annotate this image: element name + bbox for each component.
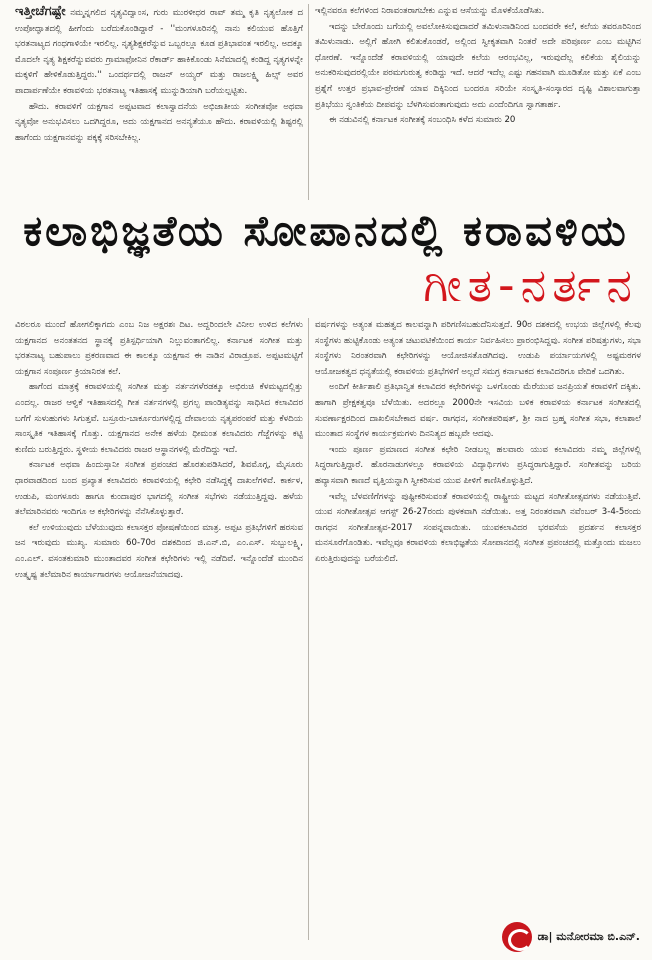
bottom-right-para-3: ಇಂದು ಪೂರ್ಣ ಪ್ರಮಾಣದ ಸಂಗೀತ ಕಛೇರಿ ನೀಡಬಲ್ಲ ಹಲವಾರು ಯುವ ಕಲಾವಿದರು ನಮ್ಮ ಜಿಲ್ಲೆಗಳಲ್ಲಿ ಸಿದ್ಧರಾಗುತ್ತಿದ್ದಾರೆ. ಹೊರನಾಡುಗಳಲ್ಲೂ ಕರಾವಳಿಯ ವಿದ್ಯಾರ್ಥಿಗಳು ಪ್ರಸಿದ್ಧರಾಗುತ್ತಿದ್ದಾರೆ. ಸಂಗೀತವನ್ನು ಬರಿಯ ಹವ್ಯಾಸವಾಗಿ ಕಾಣದೆ ವೃತ್ತಿಯನ್ನಾಗಿ ಸ್ವೀಕರಿಸುವ ಯುವ ಪೀಳಿಗೆ ಕಾಣಿಸಿಕೊಳ್ಳುತ್ತಿದೆ. <box>315 444 641 486</box>
bottom-right-para-4: ಇವೆಲ್ಲ ಬೆಳವಣಿಗೆಗಳನ್ನು ಪುಷ್ಟೀಕರಿಸುವಂತೆ ಕರಾವಳಿಯಲ್ಲಿ ರಾಷ್ಟ್ರೀಯ ಮಟ್ಟದ ಸಂಗೀತೋತ್ಸವಗಳು ನಡೆಯುತ್ತಿವೆ. ಯುವ ಸಂಗೀತೋತ್ಸವ ಆಗಸ್ಟ್ 26-27ರಂದು ಪುಳಕವಾಗಿ ನಡೆಯಿತು. ಅತ್ತ ನಿರಂತರವಾಗಿ ನವೆಂಬರ್ 3-4-5ರಂದು ರಾಗಧನ ಸಂಗೀತೋತ್ಸವ-2017 ಸಂಪನ್ನವಾಯಿತು. ಯುವಕಲಾವಿದರ ಭರವಸೆಯ ಪ್ರದರ್ಶನ ಕಲಾಸಕ್ತರ ಮನಸೂರೆಗೊಂಡಿತು. ಇವೆಲ್ಲವೂ ಕರಾವಳಿಯ ಕಲಾಭಿಜ್ಞತೆಯ ಸೋಪಾನದಲ್ಲಿ ಸಂಗೀತ ಪ್ರಪಂಚದಲ್ಲಿ ಮತ್ತೊಂದು ಮಜಲು ಏರುತ್ತಿರುವುದನ್ನು ಬರೆಯಲಿದೆ. <box>315 491 641 564</box>
publication-logo-icon <box>502 922 532 952</box>
headline-line-2: ಗೀತ-ನರ್ತನ <box>423 258 638 312</box>
bottom-column-divider <box>308 318 309 940</box>
bottom-left-para-4: ಕಲೆ ಉಳಿಯುವುದು ಬೆಳೆಯುವುದು ಕಲಾಸಕ್ತರ ಪೋಷಣೆಯಿಂದ ಮಾತ್ರ. ಅಪ್ಪಟ ಪ್ರತಿಭೆಗಳಿಗೆ ಹರಸುವ ಜನ ಇರುವುದು ಮುಖ್ಯ. ಸುಮಾರು 60-70ರ ದಶಕದಿಂದ ಜಿ.ಎನ್.ಬಿ, ಎಂ.ಎಸ್. ಸುಬ್ಬುಲಕ್ಷ್ಮಿ, ಎಂ.ಎಲ್. ವಸಂತಕುಮಾರಿ ಮುಂತಾದವರ ಸಂಗೀತ ಕಛೇರಿಗಳು ಇಲ್ಲಿ ನಡೆದಿವೆ. ಇನ್ನೊಂದೆಡೆ ಮುಂದಿನ ಉತ್ಕೃಷ್ಟ ತಲೆಮಾರಿನ ಕಾರ್ಯಾಗಾರಗಳು ಆಯೋಜನೆಯಾದವು. <box>15 522 303 580</box>
bottom-left-para-3: ಕರ್ನಾಟಕ ಅಥವಾ ಹಿಂದುಸ್ತಾನೀ ಸಂಗೀತ ಪ್ರಪಂಚದ ಹೊರತುಪಡಿಸಿದರೆ, ಶಿವಮೊಗ್ಗ, ಮೈಸೂರು ಧಾರವಾಡದಿಂದ ಬಂದ ಪ್ರಖ್ಯಾತ ಕಲಾವಿದರು ಕರಾವಳಿಯಲ್ಲಿ ಕಛೇರಿ ನಡೆಸಿದ್ದಕ್ಕೆ ದಾಖಲೆಗಳಿವೆ. ಕಾರ್ಕಳ, ಉಡುಪಿ, ಮಂಗಳೂರು ಹಾಗೂ ಕುಂದಾಪುರ ಭಾಗದಲ್ಲಿ ಸಂಗೀತ ಸಭೆಗಳು ನಡೆಯುತ್ತಿದ್ದವು. ಹಳೆಯ ತಲೆಮಾರಿನವರು ಇಂದಿಗೂ ಆ ಕಛೇರಿಗಳನ್ನು ನೆನೆಸಿಕೊಳ್ಳುತ್ತಾರೆ. <box>15 460 303 518</box>
bottom-right-para-2: ಅಂದಿಗೆ ಕೀರ್ತಿಶಾಲಿ ಪ್ರತಿಭಾನ್ವಿತ ಕಲಾವಿದರ ಕಛೇರಿಗಳನ್ನು ಒಳಗೊಂಡು ಮೆರೆಯುವ ಜನಪ್ರಿಯತೆ ಕರಾವಳಿಗೆ ದಕ್ಕಿತು. ಹಾಗಾಗಿ ಪ್ರೇಕ್ಷಕತ್ವವೂ ಬೆಳೆಯಿತು. ಅದರಲ್ಲೂ 2000ನೇ ಇಸವಿಯ ಬಳಿಕ ಕರಾವಳಿಯ ಕರ್ನಾಟಕ ಸಂಗೀತದಲ್ಲಿ ಸುವರ್ಣಾಕ್ಷರದಿಂದ ದಾಖಲಿಸಬೇಕಾದ ವರ್ಷ. ರಾಗಧನ, ಸಂಗೀತಪರಿಷತ್, ಶ್ರೀ ನಾದ ಬ್ರಹ್ಮ ಸಂಗೀತ ಸಭಾ, ಕಲಾಶಾಲೆ ಮುಂತಾದ ಸಂಸ್ಥೆಗಳ ಕಾರ್ಯಕ್ರಮಗಳು ದಿನನಿತ್ಯದ ಹಬ್ಬವೇ ಆದವು. <box>315 382 641 440</box>
top-left-para-2: ಹೌದು. ಕರಾವಳಿಗೆ ಯಕ್ಷಗಾನ ಅಪ್ಪಟವಾದ ಕಲಾಸ್ವಾದನೆಯ ಅಭಿಜಾತೀಯ ಸಂಗೀತವೋ ಅಥವಾ ನೃತ್ಯವೋ ಅನುಭವಿಸಲು ಒದಗಿದ್ದರೂ, ಅದು ಯಕ್ಷಗಾನದ ಅನನ್ಯತೆಯೂ ಹೌದು. ಕರಾವಳಿಯಲ್ಲಿ ಶಿಷ್ಟರಲ್ಲಿ ಹಾಗೆಂದು ಯಕ್ಷಗಾನವನ್ನು ಪಕ್ಕಕ್ಕೆ ಸರಿಸಬೇಕಿಲ್ಲ. <box>15 101 303 143</box>
top-right-para-2: ಇದನ್ನು ಬೇರೊಂದು ಬಗೆಯಲ್ಲಿ ಅವಲೋಕಿಸುವುದಾದರೆ ತಮಿಳುನಾಡಿನಿಂದ ಬಂದವರೇ ಕಲೆ, ಕಲೆಯ ತವರೂರಿನಿಂದ ತಮಿಳುನಾಡು. ಅಲ್ಲಿಗೆ ಹೋಗಿ ಕಲಿತುಕೊಂಡರೆ, ಅಲ್ಲಿಂದ ಸ್ವೀಕೃತವಾಗಿ ನಿಂತರೆ ಅದೇ ಪರಿಪೂರ್ಣ ಎಂಬ ಮಟ್ಟಿಗಿನ ಧೋರಣೆ. ಇನ್ನೊಂದೆಡೆ ಕರಾವಳಿಯಲ್ಲಿ ಯಾವುದೇ ಕಲೆಯ ಆರಂಭವಿಲ್ಲ, ಇರುವುದೆಲ್ಲ ಕಲಿಕೆಯ ಶೈಲಿಯನ್ನು ಅನುಕರಿಸುವುದರಲ್ಲಿಯೇ ಪರಮಗುರುತ್ವ ಕಂಡಿದ್ದು ಇದೆ. ಆದರೆ ಇದೆಲ್ಲ ಎಷ್ಟು ಗಹನವಾಗಿ ಮೂಡಿತೋ ಮತ್ತು ಏಕೆ ಎಂಬ ಪ್ರಶ್ನೆಗೆ ಉತ್ತರ ಪ್ರಭಾವ-ಪ್ರೇರಣೆ ಯಾವ ದಿಕ್ಕಿನಿಂದ ಬಂದರೂ ಸರಿಯೇ ಸಂಸ್ಕೃತಿ-ಸಂಸ್ಕಾರದ ದೃಷ್ಟಿ ವಿಶಾಲವಾಗುತ್ತಾ ಪ್ರತಿಭೆಯು ಸ್ವಂತಿಕೆಯ ದೀಪವನ್ನು ಬೆಳಗಿಸುವಂತಾಗುವುದು ಅದು ಎಂದೆಂದಿಗೂ ಸ್ವಾಗತಾರ್ಹ. <box>315 21 641 110</box>
top-left-column <box>15 4 303 200</box>
top-left-para-1-text: ನಮ್ಮನ್ನಗಲಿದ ನೃತ್ಯವಿದ್ವಾಂಸ, ಗುರು ಮುರಳೀಧರ ರಾವ್ ತಮ್ಮ ಕೃತಿ ನೃತ್ಯಲೋಕ ದ ಉಪೋದ್ಘಾತದಲ್ಲಿ ಹೀಗೆಂದು ಬರೆದುಕೊಂಡಿದ್ದಾರೆ - ''ಮಂಗಳೂರಿನಲ್ಲಿ ನಾನು ಕಲಿಯುವ ಹೊತ್ತಿಗೆ ಭರತನಾಟ್ಯದ ಗಂಧಗಾಳಿಯೇ ಇರಲಿಲ್ಲ. ನೃತ್ಯಶಿಕ್ಷಕರೆನ್ನುವ ಒಬ್ಬರಲ್ಲೂ ಕೂಡ ಪ್ರತಿಭಾವಂತ ಇರಲಿಲ್ಲ. ಅದಕ್ಕೂ ಮೊದಲೇ ನೃತ್ಯ ಶಿಕ್ಷಕರೆನ್ನುವವರು ಗ್ರಾಮಾಫೋನಿನ ರೆಕಾರ್ಡ್ ಹಾಕಿಕೊಂಡು ಸಿನೆಮಾದಲ್ಲಿ ಕಂಡಿದ್ದ ನೃತ್ಯಗಳನ್ನೇ ಮಕ್ಕಳಿಗೆ ಹೇಳಿಕೊಡುತ್ತಿದ್ದರು.'' ಒಂದರ್ಥದಲ್ಲಿ ರಾಜನ್ ಅಯ್ಯರ್ ಮತ್ತು ರಾಜಲಕ್ಷ್ಮಿ ಹಿಲ್ಸ್ ಅವರ ಪಾದಾರ್ಪಣೆಯೇ ಕರಾವಳಿಯ ಭರತನಾಟ್ಯ ಇತಿಹಾಸಕ್ಕೆ ಮುನ್ನುಡಿಯಾಗಿ ಬರೆಯಲ್ಪಟ್ಟಿತು. <box>15 8 303 96</box>
top-right-para-3: ಈ ನಡುವಿನಲ್ಲಿ ಕರ್ನಾಟಕ ಸಂಗೀತಕ್ಕೆ ಸಂಬಂಧಿಸಿ ಕಳೆದ ಸುಮಾರು 20 <box>329 115 516 126</box>
bottom-left-para-2: ಹಾಗೆಂದ ಮಾತ್ರಕ್ಕೆ ಕರಾವಳಿಯಲ್ಲಿ ಸಂಗೀತ ಮತ್ತು ನರ್ತನಗಳೆರಡಕ್ಕೂ ಅಭಿರುಚಿ ಕೆಳಮಟ್ಟದಲ್ಲಿತ್ತು ಎಂದಲ್ಲ. ರಾಜರ ಆಳ್ವಿಕೆ ಇತಿಹಾಸದಲ್ಲಿ ಗೀತ ನರ್ತನಗಳಲ್ಲಿ ಪ್ರಗಲ್ಭ ಪಾಂಡಿತ್ಯವನ್ನು ಸಾಧಿಸಿದ ಕಲಾವಿದರ ಬಗೆಗೆ ಸುಳುಹುಗಳು ಸಿಗುತ್ತವೆ. ಬಸ್ರೂರು-ಬಾರ್ಕೂರುಗಳಲ್ಲಿದ್ದ ದೇವಾಲಯ ನೃತ್ಯಪರಂಪರೆ ಮತ್ತು ಕೆಳದಿಯ ಸಾಂಸ್ಕೃತಿಕ ಇತಿಹಾಸಕ್ಕೆ ಗೊತ್ತು. ಯಕ್ಷಗಾನದ ಅನೇಕ ಹಳೆಯ ಧೀಮಂತ ಕಲಾವಿದರು ಗೆಜ್ಜೆಗಳನ್ನು ಕಟ್ಟಿ ಕುಣಿದು ಬರುತ್ತಿದ್ದರು. ಸ್ಥಳೀಯ ಕಲಾವಿದರು ರಾಜರ ಆಸ್ಥಾನಗಳಲ್ಲಿ ಮೆರೆದಿದ್ದು ಇದೆ. <box>15 382 303 455</box>
top-left-para-1 <box>15 4 303 100</box>
bottom-right-column <box>315 318 641 940</box>
top-right-column <box>315 4 641 200</box>
top-right-para-1: ಇಲ್ಲಿನವರೂ ಕಲೆಗಳಿಂದ ನಿರಾವಂತರಾಗಬೇಕು ಎನ್ನುವ ಆಸೆಯನ್ನು ಮೊಳಕೆಯೊಡೆಸಿತು. <box>315 6 545 16</box>
lead-word: ಇತ್ತೀಚೆಗಷ್ಟೇ <box>15 4 66 19</box>
top-column-divider <box>308 4 309 200</box>
author-byline <box>502 922 640 952</box>
headline-line-1: ಕಲಾಭಿಜ್ಞತೆಯ ಸೋಪಾನದಲ್ಲಿ ಕರಾವಳಿಯ <box>23 206 629 255</box>
bottom-left-para-1: ವಿಠಲರೂ ಮುಂದೆ ಹೋಗಲಿಕ್ಕಾಗದು ಎಂಬ ನಿಜ ಅಕ್ಷರಶಃ ದಿಟ. ಅದ್ದರಿಂದಲೇ ವಿನೀಲ ಉಳಿದ ಕಲೆಗಳು ಯಕ್ಷಗಾನದ ಅನಂತತನದ ಸ್ಥಾನಕ್ಕೆ ಪ್ರತಿಸ್ಪರ್ಧಿಯಾಗಿ ನಿಲ್ಲುವಂತಾಗಲಿಲ್ಲ. ಕರ್ನಾಟಕ ಸಂಗೀತ ಮತ್ತು ಭರತನಾಟ್ಯ ಬಹುಪಾಲು ಪ್ರಕರಣವಾದ ಈ ಕಾಲಕ್ಕೂ ಯಕ್ಷಗಾನ ಈ ನಾಡಿನ ವಿರಾಡ್ರೂಪ. ಅಪ್ಪಟಮಟ್ಟಿಗೆ ಯಕ್ಷಗಾನ ಸಂಪೂರ್ಣ ಕ್ರಿಯಾನಿರತ ಕಲೆ. <box>15 320 303 377</box>
author-name: ಡಾ| ಮನೋರಮಾ ಬಿ.ಎನ್. <box>537 930 640 943</box>
bottom-left-column <box>15 318 303 940</box>
bottom-right-para-1: ವರ್ಷಗಳನ್ನು ಅತ್ಯಂತ ಮಹತ್ವದ ಕಾಲವನ್ನಾಗಿ ಪರಿಗಣಿಸಬಹುದೆನಿಸುತ್ತದೆ. 90ರ ದಶಕದಲ್ಲಿ ಉಭಯ ಜಿಲ್ಲೆಗಳಲ್ಲಿ ಕೆಲವು ಸಂಸ್ಥೆಗಳು ಹುಟ್ಟಿಕೊಂಡು ಅತ್ಯಂತ ಚಟುವಟಿಕೆಯಿಂದ ಕಾರ್ಯ ನಿರ್ವಹಿಸಲು ಪ್ರಾರಂಭಿಸಿದ್ದವು. ಸಂಗೀತ ಪರಿಷತ್ತುಗಳು, ಸಭಾ ಸಂಸ್ಥೆಗಳು ನಿರಂತರವಾಗಿ ಕಛೇರಿಗಳನ್ನು ಆಯೋಜಿಸತೊಡಗಿದವು. ಉಡುಪಿ ಪರ್ಯಾಯಗಳಲ್ಲಿ ಅಷ್ಟಮಠಗಳ ಆಯೋಜಕತ್ವದ ಧನ್ಯತೆಯಲ್ಲಿ ಕರಾವಳಿಯ ಪ್ರತಿಭೆಗಳಿಗೆ ಅಲ್ಲದೆ ಸಮಗ್ರ ಕರ್ನಾಟಕದ ಕಲಾವಿದರಿಗೂ ವೇದಿಕೆ ಒದಗಿತು. <box>315 320 641 377</box>
